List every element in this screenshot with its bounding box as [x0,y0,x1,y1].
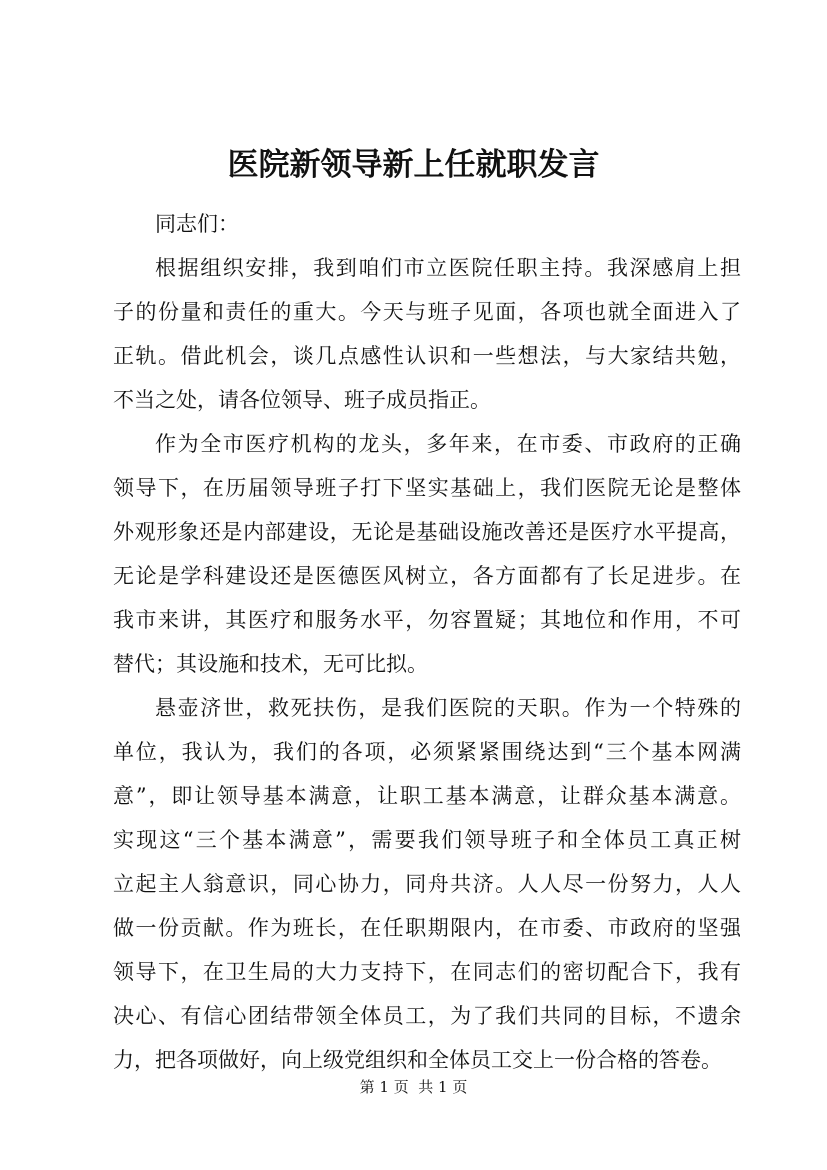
text-line: 立起主人翁意识，同心协力，同舟共济。人人尽一份努力，人人 [113,872,741,896]
text-line: 子的份量和责任的重大。今天与班子见面，各项也就全面进入了 [113,300,741,324]
text-line: 根据组织安排，我到咱们市立医院任职主持。我深感肩上担 [155,256,741,280]
text-line: 我市来讲，其医疗和服务水平，勿容置疑；其地位和作用，不可 [113,608,741,632]
paragraph-2 [113,422,741,686]
document-title: 医院新领导新上任就职发言 [227,147,600,183]
text-line: 外观形象还是内部建设，无论是基础设施改善还是医疗水平提高， [113,520,741,544]
text-line: 单位，我认为，我们的各项，必须紧紧围绕达到“三个基本网满 [113,740,741,764]
text-line: 无论是学科建设还是医德医风树立，各方面都有了长足进步。在 [113,564,741,588]
document-body [113,202,741,1082]
text-line: 领导下，在卫生局的大力支持下，在同志们的密切配合下，我有 [113,960,741,984]
text-line: 实现这“三个基本满意”，需要我们领导班子和全体员工真正树 [113,828,741,852]
text-line: 替代；其设施和技术，无可比拟。 [113,652,428,676]
text-line: 决心、有信心团结带领全体员工，为了我们共同的目标，不遗余 [113,1004,741,1028]
text-line: 不当之处，请各位领导、班子成员指正。 [113,388,491,412]
salutation: 同志们： [155,212,239,236]
paragraph-3 [113,686,741,1082]
text-line: 做一份贡献。作为班长，在任职期限内，在市委、市政府的坚强 [113,916,741,940]
text-line: 意”，即让领导基本满意，让职工基本满意，让群众基本满意。 [113,784,741,808]
paragraph-1 [113,246,741,422]
text-line: 悬壶济世，救死扶伤，是我们医院的天职。作为一个特殊的 [155,696,741,720]
text-line: 领导下，在历届领导班子打下坚实基础上，我们医院无论是整体 [113,476,741,500]
text-line: 作为全市医疗机构的龙头，多年来，在市委、市政府的正确 [155,432,741,456]
page-footer: 第 1 页 共 1 页 [359,1078,468,1096]
text-line: 力，把各项做好，向上级党组织和全体员工交上一份合格的答卷。 [113,1048,722,1072]
text-line: 正轨。借此机会，谈几点感性认识和一些想法，与大家结共勉， [113,344,741,368]
